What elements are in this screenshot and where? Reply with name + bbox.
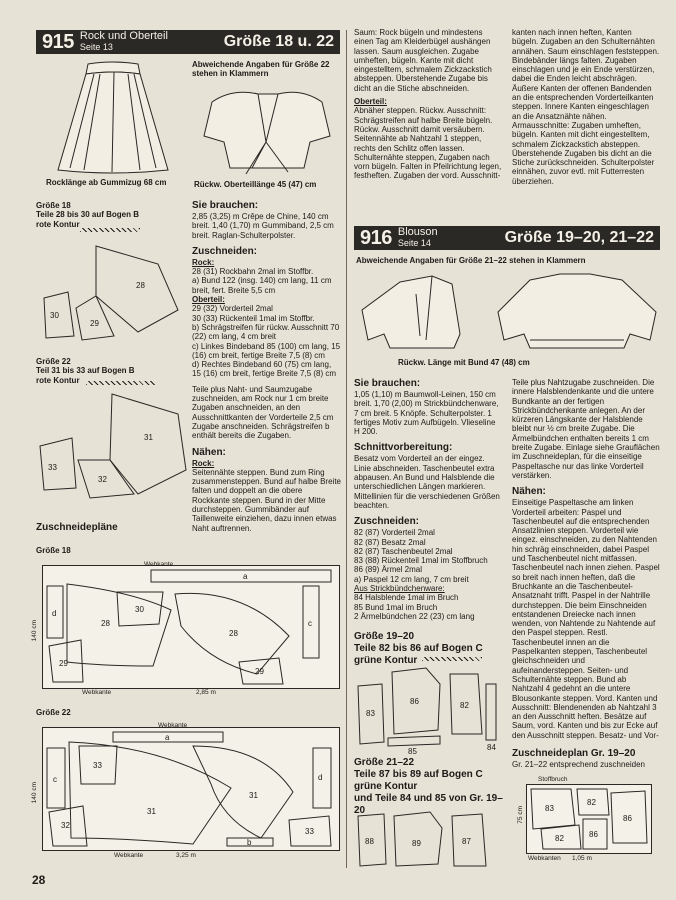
svg-text:28: 28 [229,629,238,638]
svg-text:29: 29 [255,667,264,676]
svg-text:32: 32 [98,475,107,484]
svg-text:30: 30 [50,311,59,320]
top-caption: Rückw. Oberteillänge 45 (47) cm [194,180,317,189]
svg-text:88: 88 [365,837,374,846]
plan916-height: 75 cm [517,806,524,824]
svg-text:87: 87 [462,837,471,846]
pattern915-instructions-col2: Sie brauchen: 2,85 (3,25) m Crêpe de Chine, 140 cm breit. 1,40 (1,70) m Gummiband, 2,5 cm breit. Raglan-Schulterpolster. Zuschneiden: Rock: 28 (31) Rockbahn 2mal im Stoffbr. a) Bund 122 (insg. 140) cm lang, 11 cm breit, fert. Breite 5,5 cm Oberteil: 29 (32) Vorderteil 2mal 30 (33) Rückenteil 1mal im Stoffbr. b) Schrägstreifen für rückw. Ausschnitt 70 (22) cm lang, 4 cm breit c) Linkes Bindeband 85 (100) cm lang, 15 (16) cm breit, fertige Breite 7,5 (8) cm d) Rechtes Bindeband 60 (75) cm lang, 15 (16) cm breit, fertige Breite 7,5 (8) cm Teile plus Naht- und Saumzugabe zuschneiden, am Rock nur 1 cm breite Zugaben anschneiden, an den Ausschnittkanten der Vorderteile 2,5 cm Zugabe anschneiden. Schrägstreifen b enthält bereits die Zugaben. Nähen: Rock: Seitennähte steppen. Bund zum Ring zusammensteppen. Bund auf halbe Breite falten und doppelt an die obere Rockkante steppen. Bund in der Mitte durchsteppen. Gummibänder auf Taillenweite einziehen, dazu innen etwas Naht auftrennen. [192,200,341,533]
pattern-name: Blouson [397,226,438,238]
skirt-caption: Rocklänge ab Gummizug 68 cm [46,178,167,187]
plan18-webkante-top: Webkante [144,561,174,568]
contour-marker [422,657,482,661]
pattern-page: Seite 14 [397,238,431,248]
size18-block: Größe 18 Teile 28 bis 30 auf Bogen B rote Kontur [36,201,139,229]
svg-text:82: 82 [555,834,564,843]
svg-text:c: c [53,775,57,784]
svg-text:29: 29 [90,319,99,328]
svg-text:86: 86 [410,697,419,706]
plan22-label: Größe 22 [36,708,71,717]
svg-text:86: 86 [623,814,632,823]
blouson-illustration [360,270,660,356]
plan18-width: 2,85 m [196,689,216,696]
svg-text:85: 85 [408,747,417,756]
svg-text:31: 31 [144,433,153,442]
pattern-915-header [36,30,340,54]
cutting-plan-916 [526,784,652,854]
plan22-webkante-top: Webkante [158,722,188,729]
pattern-size: Größe 18 u. 22 [223,33,334,50]
size1920-block: Größe 19–20 Teile 82 bis 86 auf Bogen C grüne Kontur [354,631,483,666]
svg-text:86: 86 [589,830,598,839]
cutting-plan-size22 [42,727,340,851]
skirt-illustration [40,58,190,176]
svg-text:89: 89 [412,839,421,848]
plan916-width: 1,05 m [572,855,592,862]
pattern-916-header [354,226,660,250]
cutting-plan-size18 [42,565,340,689]
pattern-number: 916 [360,226,392,249]
size22-block: Größe 22 Teil 31 bis 33 auf Bogen B rote Kontur [36,357,135,385]
svg-text:32: 32 [61,821,70,830]
plan916-webkanten: Webkanten [528,855,561,862]
svg-text:83: 83 [545,804,554,813]
plan22-height: 140 cm [31,782,38,804]
pattern-size: Größe 19–20, 21–22 [504,229,654,246]
pattern-name: Rock und Oberteil [79,30,168,42]
pattern-pieces-size18 [38,236,188,342]
pattern915-instructions-col4: kanten nach innen heften, Kanten bügeln. Zugaben an den Schulternähten annähen. Saum einschlagen feststeppen. Bindebänder längs falten. Zugaben einschlagen und je ein Ende verstürzen, dabei die Enden leicht abschrägen. Äußere Kanten der offenen Bandenden an die entsprechenden Vorderteilkanten steppen. Innere Kanten eingeschlagen an die Ansatznähte nähen. Armausschnitte: Zugaben umheften, bügeln. Kanten mit dicht eingestelltem, schmalem Zickzackstich absteppen. Überstehende Zugaben bis dicht an die Stiche zurückschneiden. Schulterpolster einnähen, zuvor evtl. mit Futterresten überziehen. [512,28,660,186]
svg-text:c: c [308,619,312,628]
pattern916-plan-heading-block: Zuschneideplan Gr. 19–20 Gr. 21–22 entsprechend zuschneiden [512,748,645,769]
plan18-label: Größe 18 [36,546,71,555]
contour-marker [86,381,156,385]
blouson-caption: Rückw. Länge mit Bund 47 (48) cm [398,358,530,367]
top-illustration [192,82,342,178]
plan22-width: 3,25 m [176,852,196,859]
svg-text:33: 33 [305,827,314,836]
svg-text:d: d [52,609,57,618]
alt-sizes-note-915: Abweichende Angaben für Größe 22 stehen in Klammern [192,60,330,79]
svg-text:33: 33 [48,463,57,472]
alt-sizes-note-916: Abweichende Angaben für Größe 21–22 stehen in Klammern [356,256,586,265]
svg-text:83: 83 [366,709,375,718]
svg-text:31: 31 [147,807,156,816]
svg-text:33: 33 [93,761,102,770]
pattern-pieces-size22 [38,390,188,502]
column-divider [346,30,347,868]
pattern-page: Seite 13 [79,42,113,52]
svg-text:29: 29 [59,659,68,668]
pattern-number: 915 [42,30,74,53]
svg-text:28: 28 [136,281,145,290]
pattern915-instructions-col3: Saum: Rock bügeln und mindestens einen Tag am Kleiderbügel aushängen lassen. Saum ausgleichen. Zugabe umheften, bügeln. Kante mit dicht eingestelltem, schmalem Zickzackstich absteppen. Überstehende Zugabe bis dicht an die Stiche abschneiden. Oberteil: Abnäher steppen. Rückw. Ausschnitt: Schrägstreifen auf halbe Breite bügeln. Rückw. Ausschnitt damit versäubern. Seitennähte ab Nahtzahl 1 steppen, rechts den Schlitz offen lassen. Schulternähte steppen, Zugaben nach vorn bügeln. Falten in Pfeilrichtung legen, festheften. Zugaben der vord. Ausschnitt- [354,28,502,181]
svg-text:b: b [247,838,252,847]
plan22-webkante-bottom: Webkante [114,852,144,859]
svg-text:a: a [165,733,170,742]
plan18-height: 140 cm [31,620,38,642]
contour-marker [80,228,140,232]
svg-text:a: a [243,572,248,581]
svg-text:28: 28 [101,619,110,628]
plan916-stoffbruch: Stoffbruch [538,776,568,783]
plan18-webkante-bottom: Webkante [82,689,112,696]
svg-text:84: 84 [487,743,496,752]
svg-text:30: 30 [135,605,144,614]
pattern916-instructions-col4: Teile plus Nahtzugabe zuschneiden. Die innere Halsblendenkante und die untere Bundkante an der fertigen Strickbündchenkante anlegen. An der kürzeren Längskante der Halsblende bleibt nur ½ cm breite Zugabe. Die Ärmelbündchen enthalten bereits 1 cm breite Zugabe. Einlage siehe Grauflächen im Zuschneideplan, für die einseitige Paspeltasche nur das linke Vorderteil verstärken. Nähen: Einseitige Paspeltasche am linken Vorderteil arbeiten: Paspel und Taschenbeutel auf die entsprechenden Ansatzlinien steppen. Vorderteil wie eingez. einschneiden, zu den Nahtenden hin schräg einschneiden, dabei Paspel und Taschenbeutel nicht mitfassen. Taschenbeutel nach innen ziehen. Paspel so breit nach innen heften, daß die Bruchkante an die Taschenbeutel-Ansatznaht trifft. Paspel in der Nahtrille durchsteppen. Die beim Einschneiden entstandenen Dreiecke nach innen wenden, von Nahtende zu Nahtende auf den Paspel steppen. Restl. Taschenbeutel innen an die Paspelkanten steppen, Taschenbeutel gleichschneiden und aufeinandersteppen. Seiten- und Schulternähte steppen. Bund ab Nahtzahl 4 gedehnt an die untere Blousonkante steppen. Vord. Kanten und Ausschnitt: Blendenenden ab Nahtzahl 3 an den Ausschnitt heften. Besätze auf Saum, vord. Kanten und bis zur Ecke auf den Ausschnitt steppen. Besatz- und Vor- [512,378,660,740]
size2122-block: Größe 21–22 Teile 87 bis 89 auf Bogen C grüne Kontur und Teile 84 und 85 von Gr. 19–20 [354,757,503,816]
cutting-plans-heading: Zuschneidepläne [36,522,118,533]
pattern-pieces-size2122 [356,808,504,870]
svg-text:82: 82 [460,701,469,710]
pattern-pieces-size1920 [356,664,504,756]
svg-text:31: 31 [249,791,258,800]
svg-text:d: d [318,773,323,782]
svg-text:82: 82 [587,798,596,807]
pattern916-instructions-col3: Sie brauchen: 1,05 (1,10) m Baumwoll-Leinen, 150 cm breit. 1,70 (2,00) m Strickbündchenware, 7 cm breit. 5 Knöpfe. Schulterpolster. 1 fertiges Motiv zum Aufbügeln. Vlieseline H 200. Schnittvorbereitung: Besatz vom Vorderteil an der eingez. Linie abschneiden. Taschenbeutel extra abpausen. An Bund und Halsblende die unterschiedlichen Längen markieren. Mittellinien für die verschiedenen Größen beachten. Zuschneiden: 82 (87) Vorderteil 2mal 82 (87) Besatz 2mal 82 (87) Taschenbeutel 2mal 83 (88) Rückenteil 1mal im Stoffbruch 86 (89) Ärmel 2mal a) Paspel 12 cm lang, 7 cm breit Aus Strickbündchenware: 84 Halsblende 1mal im Bruch 85 Bund 1mal im Bruch 2 Ärmelbündchen 22 (23) cm lang [354,378,500,621]
page-number: 28 [32,873,46,887]
